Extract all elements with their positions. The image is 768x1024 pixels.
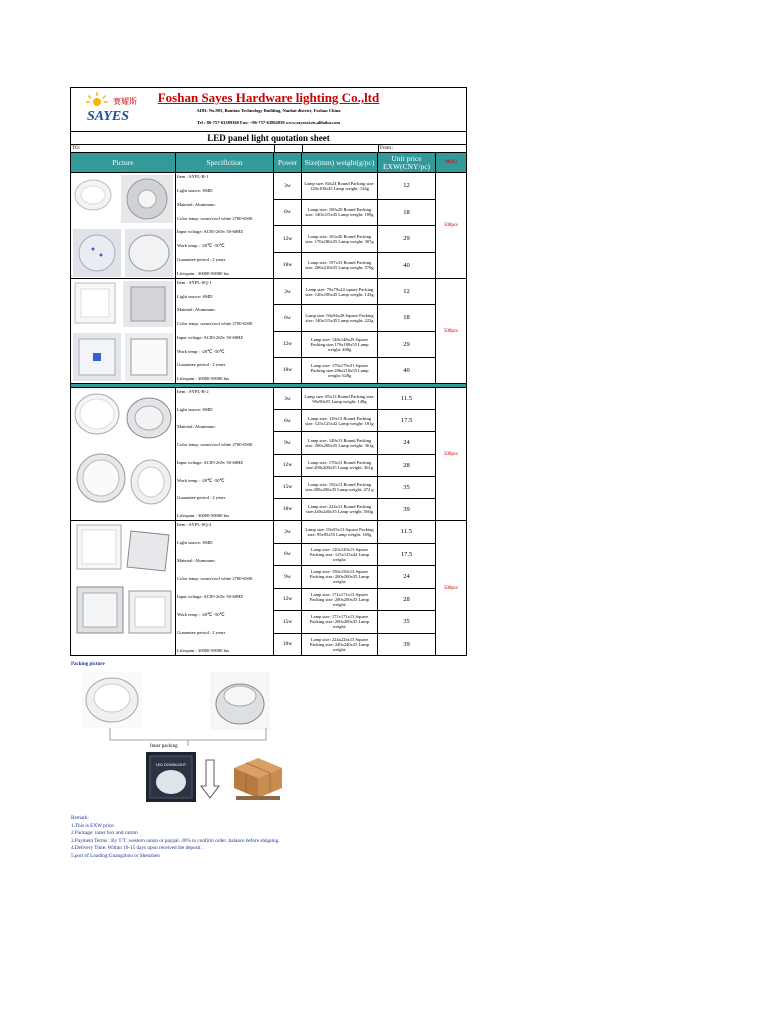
product-group-sypl-sq-2 <box>71 521 466 655</box>
bracket-line <box>108 726 268 748</box>
company-header <box>71 88 466 132</box>
col-moq: MOQ <box>445 159 457 165</box>
remark-line: 1.This is EXW price. <box>71 822 115 829</box>
company-name: Foshan Sayes Hardware lighting Co.,ltd <box>157 90 380 105</box>
remark-title: Remark: <box>71 815 89 821</box>
from-label: From : <box>380 146 394 151</box>
product-variants-r2 <box>274 388 436 520</box>
logo-chinese: 赛耀斯 <box>113 97 137 106</box>
remark-line: 2.Package: inner box and carton <box>71 830 138 837</box>
slim-round-panel-images <box>71 388 175 521</box>
table-row: 12w Lamp size: 171x171x13 Square Packing size: 200x200x35 Lamp weight: 28 <box>274 589 435 612</box>
moq-value: 500pcs <box>443 223 459 228</box>
table-row: 3w Lamp size: 93x93x13 Square Packing size: 95x95x55 Lamp weight: 169g 11.5 <box>274 521 435 544</box>
moq-value: 500pcs <box>443 451 459 457</box>
col-power: Power <box>274 153 302 172</box>
product-spec-sq2: Item : SYPL-SQ-2 Light source: SMD Material: Aluminum Color temp: warm/cool white 2700-6500 Input voltage: AC85-265v 50-60HZ Work temp : -20℃ -50℃ Guarantee period : 2 years Lifespain : 30000-50000 hrs <box>176 521 274 655</box>
product-photos-sq1 <box>71 279 176 383</box>
table-row: 18w Lamp size: 224x224x13 Square Packing size: 240x240x35 Lamp weight: 39 <box>274 634 435 656</box>
box-label: LED DOWNLIGHT <box>156 763 186 767</box>
down-arrow-icon <box>200 758 220 800</box>
square-panel-images <box>71 279 175 384</box>
table-row: 18w Lamp size: 179x179x31 Square Packing size:206x210x55 Lamp weight: 628g 40 <box>274 358 435 383</box>
table-row: 15w Lamp size: 171x171x13 Square Packing size: 200x200x35 Lamp weight: 35 <box>274 611 435 634</box>
col-picture: Picture <box>71 153 176 172</box>
table-row: 6w Lamp size: 94x94x28 Square Packing size: 140x115x45 Lamp weight: 222g 18 <box>274 305 435 331</box>
moq-value: 500pcs <box>443 328 459 334</box>
inner-packing-label: Inner packing <box>150 744 178 749</box>
company-address: ADD: No.903, Bantian Technology Building, Nanhai district, Foshan China <box>196 108 341 113</box>
table-row: 6w Lamp size: 120x120x13 Square Packing size: 125x125x42 Lamp weight: 17.5 <box>274 544 435 567</box>
packing-title: Packing picture <box>71 662 105 667</box>
table-row: 18w Lamp size: 224x13 Round Packing size:240x240x35 Lamp weight: 560g 39 <box>274 499 435 520</box>
logo-wordmark: SAYES <box>87 109 130 124</box>
table-row: 6w Lamp size: 100x20 Round Packing size: 140x115x45 Lamp weight: 189g 18 <box>274 200 435 227</box>
to-label: TO: <box>72 146 80 151</box>
table-row: 12w Lamp size: 170x13 Round Packing size:200x200x35 Lamp weight: 361g 28 <box>274 455 435 477</box>
quotation-sheet <box>70 87 467 656</box>
table-row: 12w Lamp size: 148x148x29 Square Packing size:170x180x55 Lamp weight: 408g 29 <box>274 332 435 358</box>
slim-square-panel-images <box>71 521 175 655</box>
table-row: 12w Lamp size: 163x30 Round Packing size: 170x180x55 Lamp weight: 307g 29 <box>274 226 435 253</box>
product-photos-sq2 <box>71 521 176 655</box>
table-row: 15w Lamp size: 192x13 Round Packing size:200x200x35 Lamp weight: 472 g 35 <box>274 477 435 499</box>
table-header <box>71 153 466 173</box>
remark-line: 5.port of Loading:Guangzhou or Shenzhen <box>71 852 160 859</box>
remark-line: 4.Delivery Time: Within 10-15 days upon received the deposit . <box>71 845 204 852</box>
col-unit-price: Unit price EXW(CNY/pc) <box>378 153 436 172</box>
remarks-block <box>71 815 280 861</box>
packing-panel-photo <box>82 672 142 728</box>
product-group-sypl-r-1 <box>71 173 466 279</box>
product-group-sypl-sq-1 <box>71 279 466 384</box>
to-from-row <box>71 145 466 153</box>
table-row: 9w Lamp size: 150x150x13 Square Packing size: 200x200x35 Lamp weight: 24 <box>274 566 435 589</box>
product-group-sypl-r-2 <box>71 388 466 521</box>
table-row: 18w Lamp size: 197x33 Round Packing size: 206x210x55 Lamp weight: 570g 40 <box>274 253 435 279</box>
carton-pallet-photo <box>228 748 288 804</box>
product-spec-sq1: Item : SYPL-SQ-1 Light source: SMD Material: Aluminum Color temp: warm/cool white 2700-6500 Input voltage: AC85-265v 50-60HZ Work temp : -20℃ -50℃ Guarantee period : 2 years Lifespain : 30000-50000 hrs <box>176 279 274 383</box>
product-photos-r2 <box>71 388 176 520</box>
product-spec-r1: Item : SYPL-R-1 Light source: SMD Material: Aluminum Color temp: warm/cool white 2700-6500 Input voltage: AC85-265v 50-60HZ Work temp : -20℃ -50℃ Guarantee period : 2 years Lifespain : 30000-50000 hrs <box>176 173 274 278</box>
table-row: 3w Lamp size: 85x13 Round Packing size: 90x90x55 Lamp weight: 148g 11.5 <box>274 388 435 410</box>
remark-line: 3.Payment Terms : By T/T ,western union or paypal. 30% to confirm order ,balance before shipping. <box>71 837 280 844</box>
product-photos-r1 <box>71 173 176 278</box>
table-row: 9w Lamp size: 149x13 Round Packing size: 200x200x35 Lamp weight: 361g 24 <box>274 432 435 454</box>
round-panel-images <box>71 173 175 279</box>
company-contact: Tel : 86-757-63389368 Fax: +86-757-63862850 www.sayesoi.en.alibaba.com <box>196 120 341 125</box>
product-spec-r2: Item : SYPL-R-2 Light source: SMD Material: Aluminum Color temp: warm/cool white 2700-6500 Input voltage: AC85-265v 50-60HZ Work temp : -20℃ -50℃ Guarantee period : 2 years Lifespain : 30000-50000 hrs <box>176 388 274 520</box>
product-variants-sq2 <box>274 521 436 655</box>
table-row: 6w Lamp size: 119x13 Round Packing size: 125x125x42 Lamp weight: 181g 17.5 <box>274 410 435 432</box>
col-specification: Specifiction <box>176 153 274 172</box>
packing-panel-side-photo <box>210 672 270 730</box>
product-variants-r1 <box>274 173 436 278</box>
inner-box-photo <box>146 752 196 802</box>
table-row: 3w Lamp size: 84x24 Round Packing size: 120x100x45 Lamp weight: 124g 12 <box>274 173 435 200</box>
table-row: 3w Lamp size: 79x79x24 square Packing size: 120x100x45 Lamp weight: 143g 12 <box>274 279 435 305</box>
moq-value: 500pcs <box>443 585 459 591</box>
sheet-title: LED panel light quotation sheet <box>71 132 466 145</box>
product-variants-sq1 <box>274 279 436 383</box>
col-size: Size(mm) weight(g/pc) <box>302 153 378 172</box>
